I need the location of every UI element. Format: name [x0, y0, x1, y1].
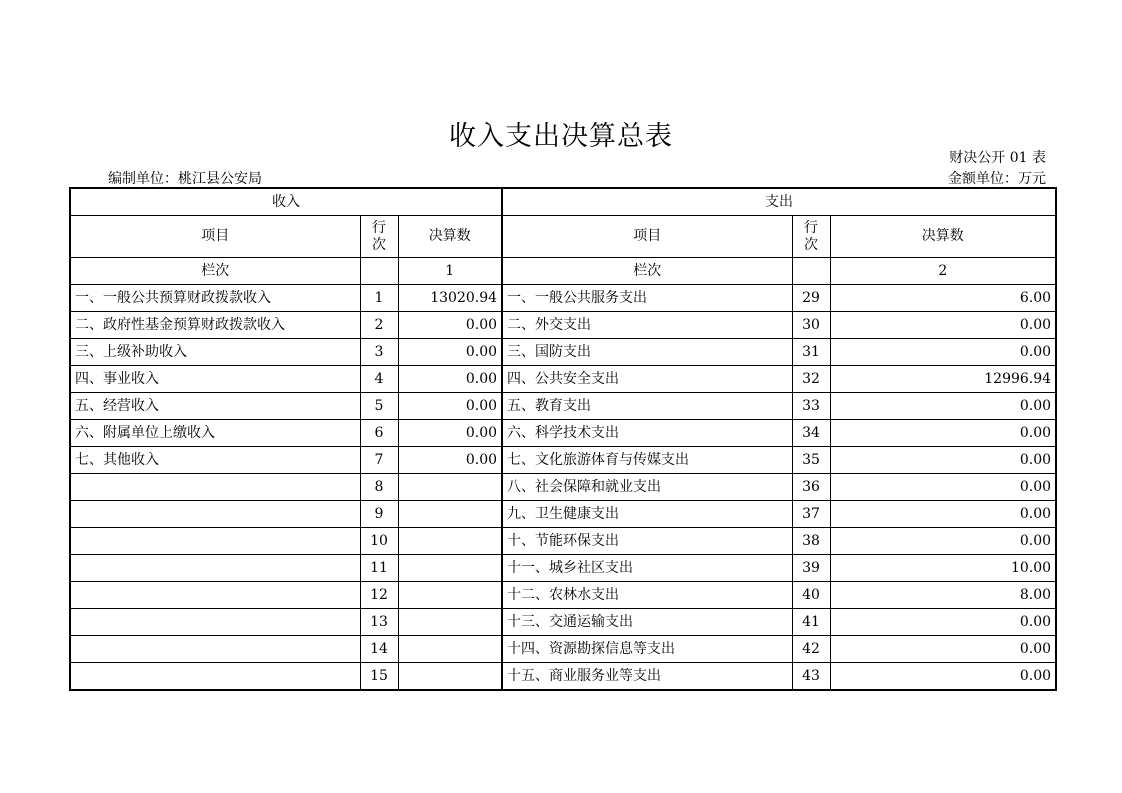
expense-item: 十一、城乡社区支出	[502, 555, 792, 582]
table-row	[70, 285, 1056, 312]
column-index-row	[70, 258, 1056, 285]
expense-amount-header: 决算数	[830, 216, 1056, 258]
expense-col-index: 2	[830, 258, 1056, 285]
income-amount: 0.00	[398, 366, 502, 393]
income-item: 二、政府性基金预算财政拨款收入	[70, 312, 360, 339]
table-row	[70, 582, 1056, 609]
budget-table	[69, 187, 1057, 691]
income-col-index: 1	[398, 258, 502, 285]
income-line-no: 13	[360, 609, 398, 636]
expense-line-no: 40	[792, 582, 830, 609]
currency-unit-label: 金额单位：万元	[948, 171, 1046, 187]
table-row	[70, 447, 1056, 474]
table-row	[70, 555, 1056, 582]
expense-line-no: 41	[792, 609, 830, 636]
income-line-no: 4	[360, 366, 398, 393]
expense-line-header	[792, 216, 830, 258]
line-header-top: 行	[804, 219, 819, 236]
expense-col-label: 栏次	[502, 258, 792, 285]
income-amount: 0.00	[398, 447, 502, 474]
expense-item: 十三、交通运输支出	[502, 609, 792, 636]
expense-item: 十、节能环保支出	[502, 528, 792, 555]
expense-amount: 0.00	[830, 663, 1056, 691]
income-line-no: 3	[360, 339, 398, 366]
income-header: 收入	[70, 188, 502, 216]
income-amount-header: 决算数	[398, 216, 502, 258]
expense-header: 支出	[502, 188, 1056, 216]
expense-item: 六、科学技术支出	[502, 420, 792, 447]
income-item	[70, 555, 360, 582]
income-amount	[398, 528, 502, 555]
line-header-bottom: 次	[804, 236, 819, 253]
expense-item: 十四、资源勘探信息等支出	[502, 636, 792, 663]
expense-amount: 0.00	[830, 636, 1056, 663]
table-row	[70, 663, 1056, 691]
income-amount	[398, 555, 502, 582]
organization-label: 编制单位：桃江县公安局	[108, 171, 262, 187]
expense-line-no: 30	[792, 312, 830, 339]
expense-line-no: 32	[792, 366, 830, 393]
income-amount	[398, 609, 502, 636]
page-title: 收入支出决算总表	[449, 121, 673, 152]
table-row	[70, 366, 1056, 393]
income-line-no: 15	[360, 663, 398, 691]
income-line-no: 6	[360, 420, 398, 447]
income-line-no: 5	[360, 393, 398, 420]
form-number: 财决公开 01 表	[949, 150, 1046, 166]
expense-item: 五、教育支出	[502, 393, 792, 420]
income-item: 三、上级补助收入	[70, 339, 360, 366]
expense-line-no: 38	[792, 528, 830, 555]
expense-item: 四、公共安全支出	[502, 366, 792, 393]
line-header-bottom: 次	[372, 236, 386, 253]
income-amount	[398, 636, 502, 663]
expense-amount: 0.00	[830, 609, 1056, 636]
income-item	[70, 636, 360, 663]
expense-line-no: 33	[792, 393, 830, 420]
table-row	[70, 420, 1056, 447]
income-amount	[398, 501, 502, 528]
expense-amount: 0.00	[830, 528, 1056, 555]
table-row	[70, 636, 1056, 663]
income-item	[70, 609, 360, 636]
table-row	[70, 609, 1056, 636]
expense-amount: 0.00	[830, 312, 1056, 339]
income-line-header	[360, 216, 398, 258]
income-item	[70, 501, 360, 528]
expense-amount: 0.00	[830, 474, 1056, 501]
table-row	[70, 339, 1056, 366]
income-item-header: 项目	[70, 216, 360, 258]
income-line-no: 9	[360, 501, 398, 528]
table-row	[70, 474, 1056, 501]
expense-amount: 0.00	[830, 339, 1056, 366]
expense-amount: 10.00	[830, 555, 1056, 582]
income-item: 五、经营收入	[70, 393, 360, 420]
income-amount: 0.00	[398, 393, 502, 420]
expense-item: 八、社会保障和就业支出	[502, 474, 792, 501]
income-amount: 13020.94	[398, 285, 502, 312]
income-line-no: 2	[360, 312, 398, 339]
expense-amount: 0.00	[830, 447, 1056, 474]
income-item: 一、一般公共预算财政拨款收入	[70, 285, 360, 312]
income-line-no: 10	[360, 528, 398, 555]
income-line-no: 1	[360, 285, 398, 312]
income-amount	[398, 582, 502, 609]
expense-line-no: 35	[792, 447, 830, 474]
expense-line-no: 43	[792, 663, 830, 691]
expense-amount: 0.00	[830, 393, 1056, 420]
income-item	[70, 582, 360, 609]
expense-line-no: 31	[792, 339, 830, 366]
table-row	[70, 312, 1056, 339]
header-row-columns	[70, 216, 1056, 258]
expense-item: 三、国防支出	[502, 339, 792, 366]
expense-item: 十二、农林水支出	[502, 582, 792, 609]
income-amount: 0.00	[398, 339, 502, 366]
income-amount: 0.00	[398, 312, 502, 339]
expense-amount: 8.00	[830, 582, 1056, 609]
income-item	[70, 528, 360, 555]
expense-amount: 6.00	[830, 285, 1056, 312]
table-row	[70, 528, 1056, 555]
income-line-no: 12	[360, 582, 398, 609]
table-row	[70, 393, 1056, 420]
line-header-top: 行	[372, 219, 386, 236]
expense-line-no: 37	[792, 501, 830, 528]
income-item	[70, 663, 360, 691]
income-item: 六、附属单位上缴收入	[70, 420, 360, 447]
income-line-no: 11	[360, 555, 398, 582]
expense-item-header: 项目	[502, 216, 792, 258]
income-amount	[398, 663, 502, 691]
expense-amount: 12996.94	[830, 366, 1056, 393]
expense-amount: 0.00	[830, 420, 1056, 447]
table-row	[70, 501, 1056, 528]
income-line-no: 8	[360, 474, 398, 501]
expense-line-no: 39	[792, 555, 830, 582]
income-col-label: 栏次	[70, 258, 360, 285]
expense-item: 十五、商业服务业等支出	[502, 663, 792, 691]
header-row-section	[70, 188, 1056, 216]
expense-line-no: 36	[792, 474, 830, 501]
empty-cell	[360, 258, 398, 285]
expense-item: 二、外交支出	[502, 312, 792, 339]
income-item: 四、事业收入	[70, 366, 360, 393]
empty-cell	[792, 258, 830, 285]
expense-line-no: 34	[792, 420, 830, 447]
expense-item: 九、卫生健康支出	[502, 501, 792, 528]
expense-amount: 0.00	[830, 501, 1056, 528]
expense-item: 一、一般公共服务支出	[502, 285, 792, 312]
income-item: 七、其他收入	[70, 447, 360, 474]
income-amount: 0.00	[398, 420, 502, 447]
income-amount	[398, 474, 502, 501]
expense-line-no: 42	[792, 636, 830, 663]
income-item	[70, 474, 360, 501]
expense-line-no: 29	[792, 285, 830, 312]
income-line-no: 14	[360, 636, 398, 663]
income-line-no: 7	[360, 447, 398, 474]
expense-item: 七、文化旅游体育与传媒支出	[502, 447, 792, 474]
